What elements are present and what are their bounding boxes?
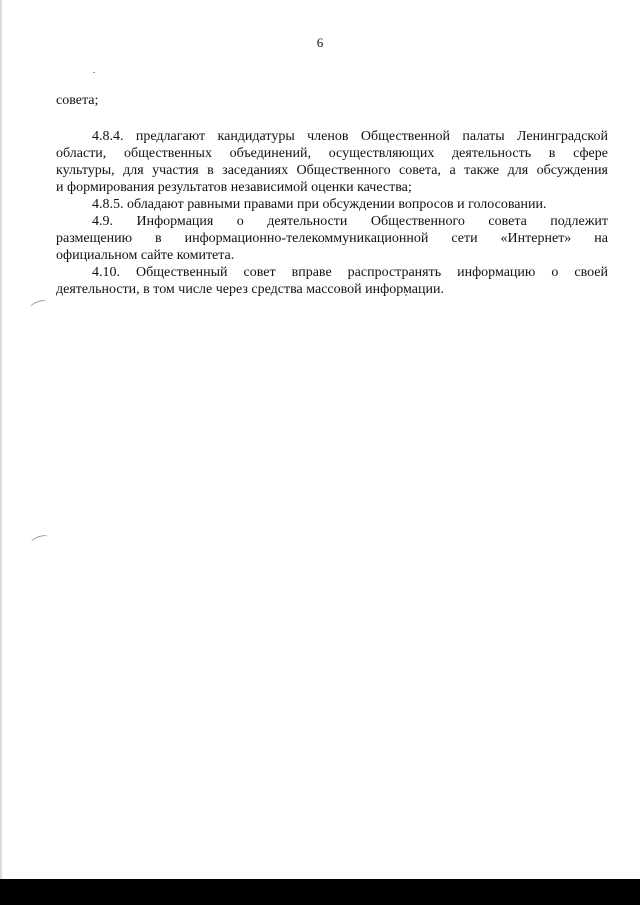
text-line: 4.10. Общественный совет вправе распространять информацию о своей [92, 265, 608, 280]
scan-speck [93, 72, 95, 73]
document-body [56, 92, 608, 298]
text-line: 4.8.4. предлагают кандидатуры членов Общественной палаты Ленинградской [92, 129, 608, 144]
text-line: размещению в информационно-телекоммуникационной сети «Интернет» на [56, 231, 608, 246]
text-line: 4.9. Информация о деятельности Общественного совета подлежит [92, 214, 608, 229]
page-number: 6 [316, 35, 324, 50]
text-line: области, общественных объединений, осуществляющих деятельность в сфере [56, 146, 608, 161]
text-line: официальном сайте комитета. [56, 248, 235, 263]
scan-edge-shadow [0, 0, 3, 880]
paragraph-gap [56, 109, 608, 128]
scan-mark [29, 298, 49, 311]
scan-footer-bar [0, 879, 640, 905]
text-line: культуры, для участия в заседаниях Общественного совета, а также для обсуждения [56, 163, 608, 178]
scan-mark [30, 533, 50, 546]
text-line: деятельности, в том числе через средства массовой информации. [56, 282, 444, 297]
text-line: и формирования результатов независимой оценки качества; [56, 180, 412, 195]
text-line: 4.8.5. обладают равными правами при обсуждении вопросов и голосовании. [92, 197, 547, 212]
text-line: совета; [56, 93, 99, 108]
